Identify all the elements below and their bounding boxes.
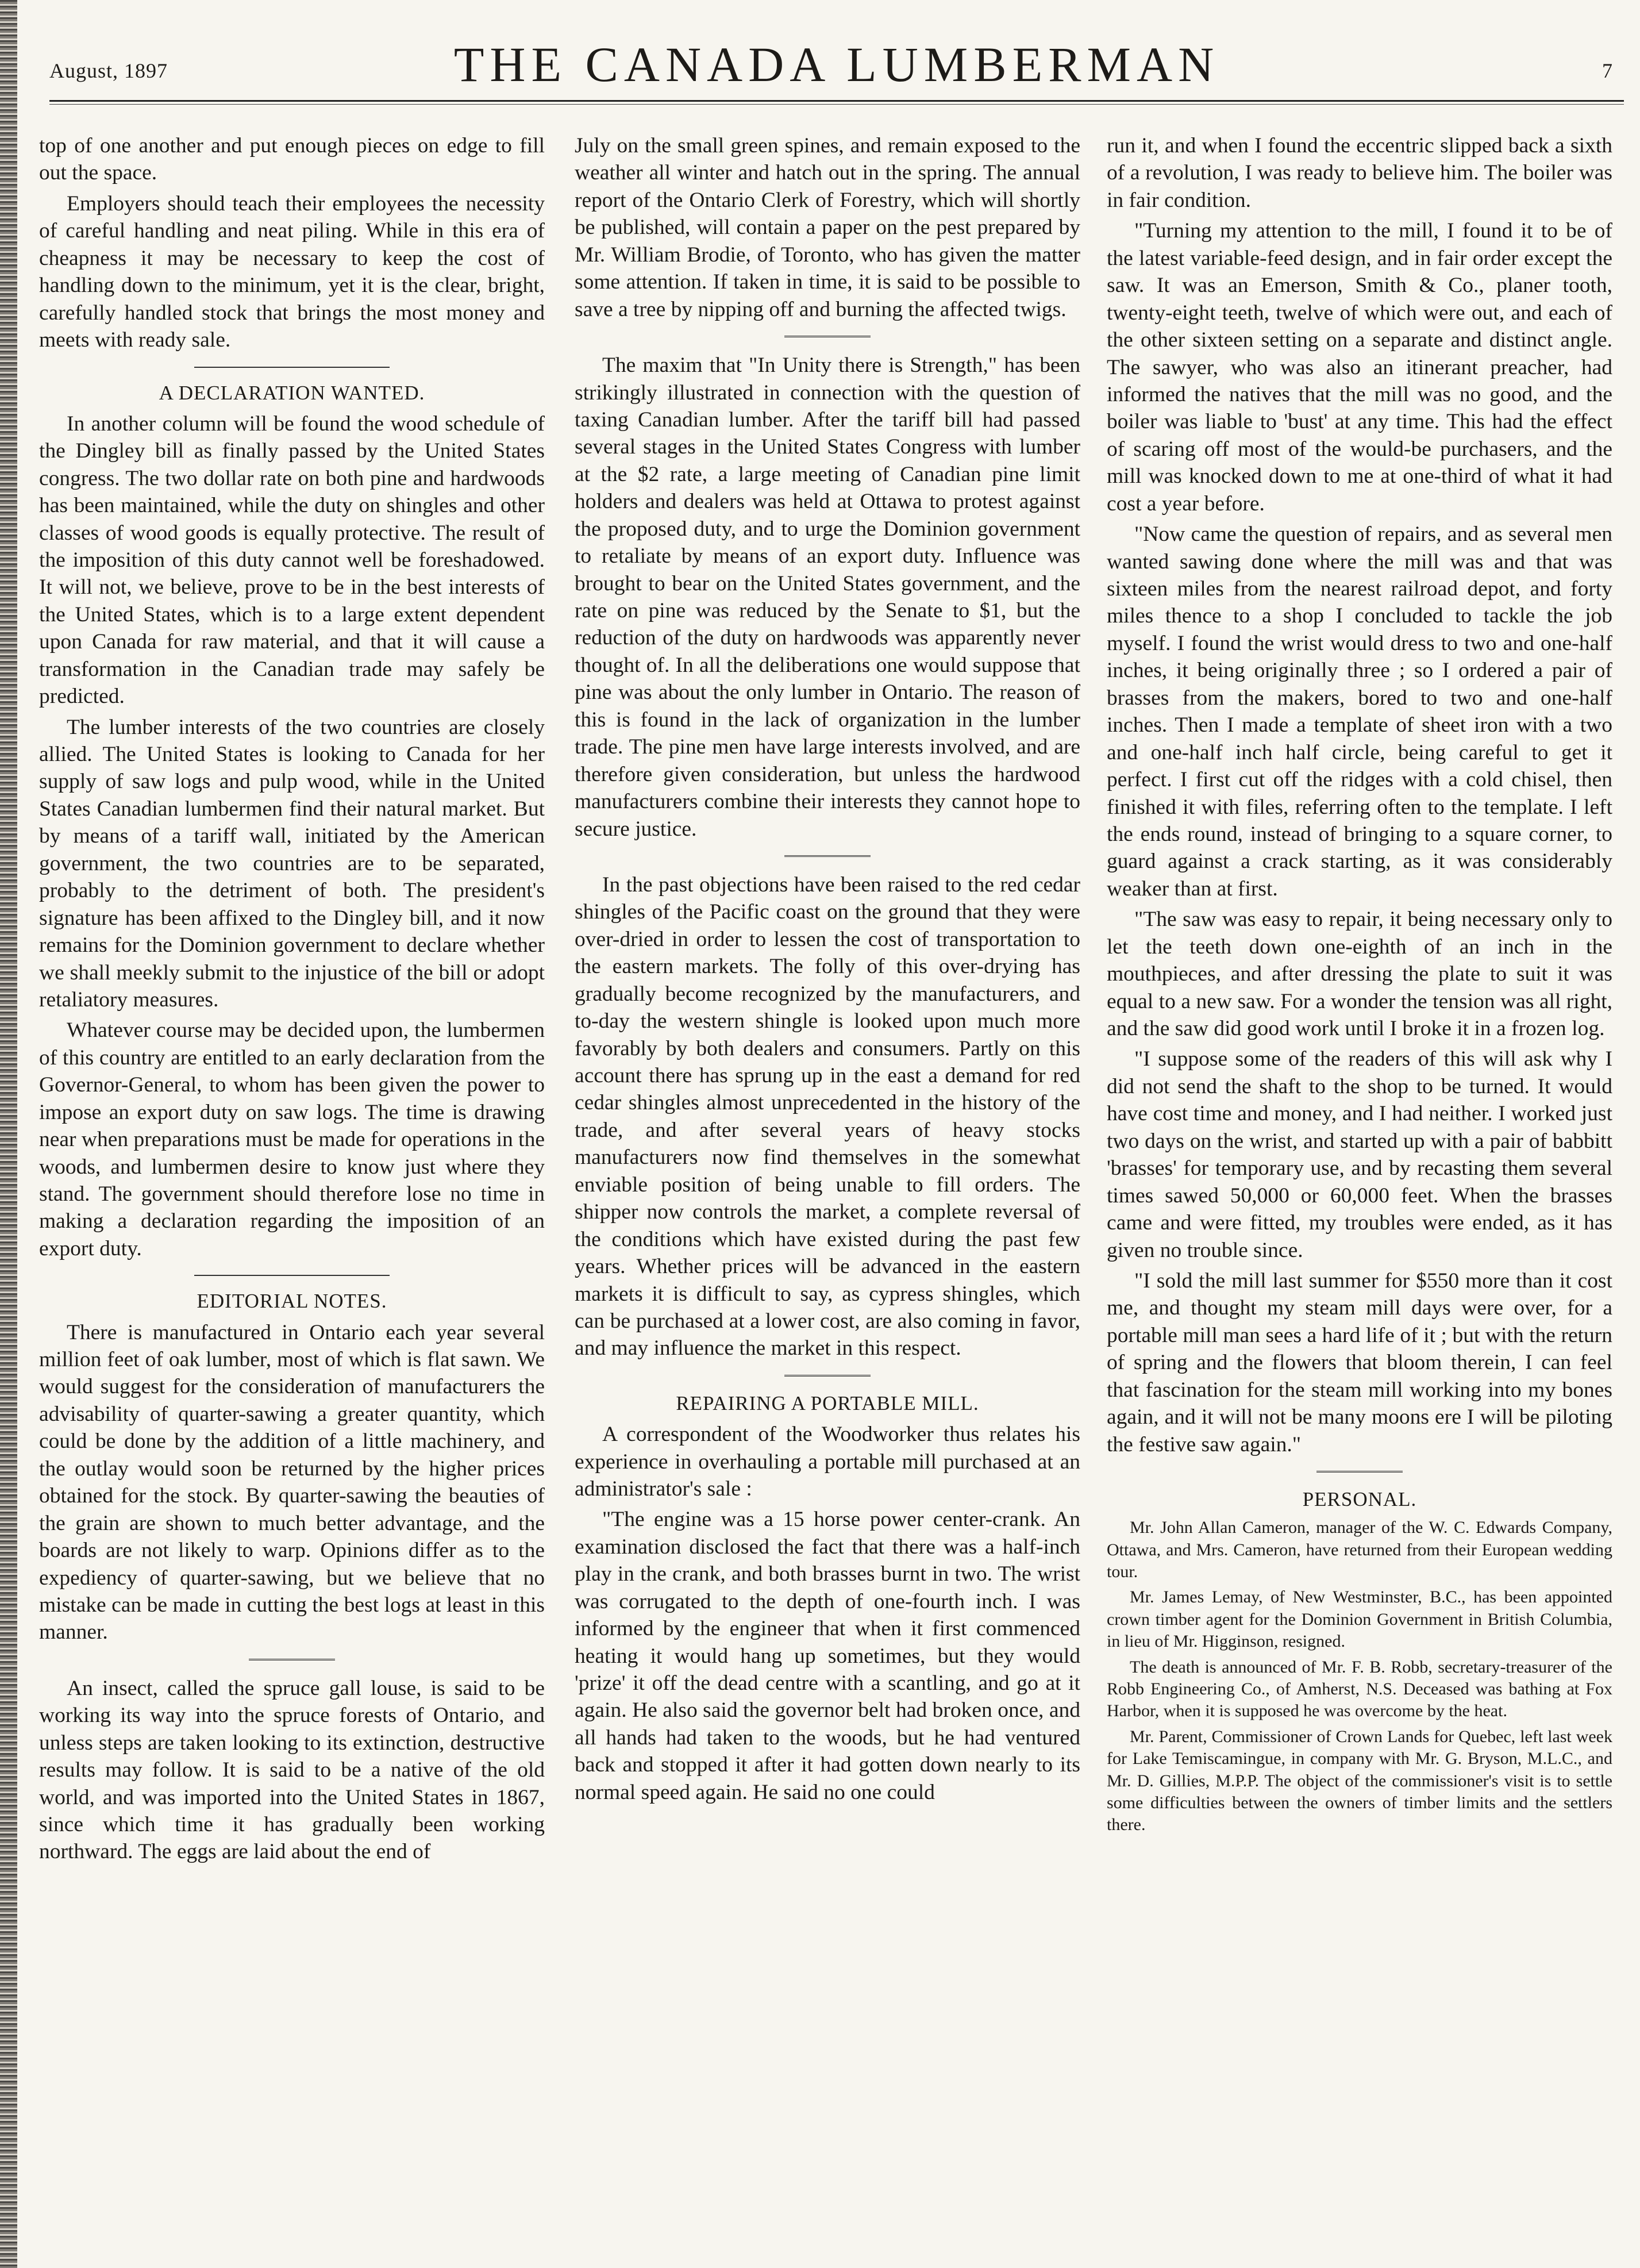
divider bbox=[194, 1275, 390, 1276]
column-3 bbox=[1107, 132, 1612, 1840]
paragraph: Whatever course may be decided upon, the lumbermen of this country are entitled to an early declaration from the Governor-General, to whom has been given the power to impose an export duty on saw logs. The time is drawing near when preparations must be made for operations in the woods, and lumbermen desire to know just where they stand. The government should therefore lose no time in making a declaration regarding the imposition of an export duty. bbox=[39, 1018, 545, 1260]
column-2 bbox=[575, 132, 1080, 1809]
personal-notes bbox=[1107, 1517, 1612, 1836]
paragraph: Employers should teach their employees the necessity of careful handling and neat piling. While in this era of cheapness it may be necessary to keep the cost of handling down to the minimum, yet it is the clear, bright, carefully handled stock that brings the most money and meets with ready sale. bbox=[39, 191, 545, 352]
issue-date: August, 1897 bbox=[49, 59, 168, 82]
paragraph: July on the small green spines, and remain exposed to the weather all winter and hatch out in the spring. The annual report of the Ontario Clerk of Forestry, which will shortly be published, will contain a paper on the pest prepared by Mr. William Brodie, of Toronto, who has given the matter some attention. If taken in time, it is said to be possible to save a tree by nipping off and burning the affected twigs. bbox=[575, 134, 1080, 321]
article-heading: REPAIRING A PORTABLE MILL. bbox=[676, 1391, 979, 1414]
column-1 bbox=[39, 132, 545, 1869]
page-edge-scan bbox=[0, 0, 17, 2268]
paragraph: "The engine was a 15 horse power center-crank. An examination disclosed the fact that there was a half-inch play in the crank, and both brasses burnt in two. The wrist was corrugated to the depth of one-fourth inch. I was informed by the engineer that when it first commenced heating it would hang up sometimes, but they would 'prize' it off the dead centre with a scantling, and go at it again. He also said the governor belt had broken once, and all hands had taken to the woods, but he had ventured back and stopped it after it had gotten down nearly to its normal speed again. He said no one could bbox=[575, 1508, 1080, 1804]
paragraph: "The saw was easy to repair, it being necessary only to let the teeth down one-eighth of an inch in the mouthpieces, and after dressing the plate to suit it was equal to a new saw. For a wonder the tension was all right, and the saw did good work until I broke it in a frozen log. bbox=[1107, 908, 1612, 1040]
article-heading: EDITORIAL NOTES. bbox=[197, 1290, 387, 1313]
divider bbox=[1316, 1471, 1403, 1474]
divider bbox=[784, 855, 871, 859]
paragraph: run it, and when I found the eccentric slipped back a sixth of a revolution, I was ready to believe him. The boiler was in fair condition. bbox=[1107, 134, 1612, 212]
paragraph: An insect, called the spruce gall louse, is said to be working its way into the spruce forests of Ontario, and unless steps are taken looking to its extinction, destructive results may follow. It is said to be a native of the old world, and was imported into the United States in 1867, since which time it has gradually been working northward. The eggs are laid about the end of bbox=[39, 1676, 545, 1864]
paragraph: There is manufactured in Ontario each year several million feet of oak lumber, most of which is flat sawn. We would suggest for the consideration of manufacturers the advisability of quarter-sawing a greater quantity, which could be done by the addition of a little machinery, and the outlay would soon be returned by the higher prices obtained for the stock. By quarter-sawing the beauties of the grain are shown to much better advantage, and the boards are not likely to warp. Opinions differ as to the expediency of quarter-sawing, but we believe that no mistake can be made in cutting the best logs at least in this manner. bbox=[39, 1320, 545, 1644]
paragraph: In another column will be found the wood schedule of the Dingley bill as finally passed by the United States congress. The two dollar rate on both pine and hardwoods has been maintained, while the duty on shingles and other classes of wood goods is equally protective. The result of the imposition of this duty cannot well be foreshadowed. It will not, we believe, prove to be in the best interests of the United States, which is to a large extent dependent upon Canada for raw material, and that it will cause a transformation in the Canadian trade may safely be predicted. bbox=[39, 412, 545, 709]
paragraph: "Turning my attention to the mill, I found it to be of the latest variable-feed design, and in fair order except the saw. It was an Emerson, Smith & Co., planer tooth, twenty-eight teeth, twelve of which were out, and each of the other sixteen setting on a separate and distinct angle. The sawyer, who was also an itinerant preacher, had informed the natives that the mill was no good, and the boiler was liable to 'bust' at any time. This had the effect of scaring off most of the would-be purchasers, and the mill was knocked down to me at one-third of what it had cost a year before. bbox=[1107, 219, 1612, 516]
paragraph: A correspondent of the Woodworker thus relates his experience in overhauling a portable mill purchased at an administrator's sale : bbox=[575, 1423, 1080, 1501]
personal-item: Mr. Parent, Commissioner of Crown Lands for Quebec, left last week for Lake Temiscamingue, in company with Mr. G. Bryson, M.L.C., and Mr. D. Gillies, M.P.P. The object of the commissioner's visit is to settle some difficulties between the owners of timber limits and the settlers there. bbox=[1107, 1727, 1612, 1835]
personal-item: Mr. John Allan Cameron, manager of the W. C. Edwards Company, Ottawa, and Mrs. Cameron, have returned from their European wedding tour. bbox=[1107, 1518, 1612, 1582]
article-heading: A DECLARATION WANTED. bbox=[159, 381, 425, 404]
paragraph: The maxim that "In Unity there is Strength," has been strikingly illustrated in connection with the question of taxing Canadian lumber. After the tariff bill had passed several stages in the United States Congress with lumber at the $2 rate, a large meeting of Canadian pine limit holders and dealers was held at Ottawa to protest against the proposed duty, and to urge the Dominion government to retaliate by means of an export duty. Influence was brought to bear on the United States government, and the rate on pine was reduced by the Senate to $1, but the reduction of the duty on hardwoods was apparently never thought of. In all the deliberations one would suppose that pine was about the only lumber in Ontario. The reason of this is found in the lack of organization in the lumber trade. The pine men have large interests involved, and are therefore given consideration, but unless the hardwood manufacturers combine their interests they cannot hope to secure justice. bbox=[575, 353, 1080, 841]
divider bbox=[194, 367, 390, 368]
paragraph: In the past objections have been raised to the red cedar shingles of the Pacific coast on the ground that they were over-dried in order to lessen the cost of transportation to the eastern markets. The folly of this over-drying has gradually become recognized by the manufacturers, and to-day the western shingle is looked upon much more favorably by both dealers and consumers. Partly on this account there has sprung up in the east a demand for red cedar shingles almost unprecedented in the history of the trade, and after several years of heavy stocks manufacturers now find themselves in the somewhat enviable position of being unable to fill orders. The shipper now controls the market, a complete reversal of the conditions which have existed during the past few years. Whether prices will be advanced in the eastern markets it is difficult to say, as cypress shingles, which can be purchased at a lower cost, are also coming in favor, and may influence the market in this respect. bbox=[575, 872, 1080, 1360]
header-rule bbox=[49, 100, 1624, 105]
paragraph: The lumber interests of the two countries are closely allied. The United States is looking to Canada for her supply of saw logs and pulp wood, while in the United States Canadian lumbermen find their natural market. But by means of a tariff wall, initiated by the American government, the two countries are to be separated, probably to the detriment of both. The president's signature has been affixed to the Dingley bill, and it now remains for the Dominion government to declare whether we shall meekly submit to the injustice of the bill or adopt retaliatory measures. bbox=[39, 715, 545, 1012]
paragraph: top of one another and put enough pieces on edge to fill out the space. bbox=[39, 134, 545, 185]
paragraph: "I sold the mill last summer for $550 more than it cost me, and thought my steam mill days were over, for a portable mill man sees a hard life of it ; but with the return of spring and the flowers that bloom therein, I can feel that fascination for the steam mill working into my bones again, and it will not be many moons ere I will be piloting the festive saw again." bbox=[1107, 1268, 1612, 1456]
divider bbox=[784, 1375, 871, 1378]
page-number: 7 bbox=[1602, 59, 1612, 82]
masthead-title: THE CANADA LUMBERMAN bbox=[453, 37, 1220, 92]
paragraph: "I suppose some of the readers of this will ask why I did not send the shaft to the shop to be turned. It would have cost time and money, and I had neither. I worked just two days on the wrist, and started up with a pair of babbitt 'brasses' for temporary use, and by recasting them several times sawed 50,000 or 60,000 feet. When the brasses came and were fitted, my troubles were ended, as it has given no trouble since. bbox=[1107, 1047, 1612, 1262]
paragraph: "Now came the question of repairs, and as several men wanted sawing done where the mill was and that was sixteen miles from the nearest railroad depot, and forty miles thence to a shop I concluded to tackle the job myself. I found the wrist would dress to two and one-half inches, it being originally three ; so I ordered a pair of brasses from the makers, bored to two and one-half inches. Then I made a template of sheet iron with a two and one-half inch half circle, being careful to get it perfect. I first cut off the ridges with a cold chisel, then finished it with files, referring often to the template. I left the ends round, instead of bringing to a square corner, to guard against a crack starting, as it was considerably weaker than at first. bbox=[1107, 522, 1612, 901]
page-header bbox=[49, 36, 1624, 105]
personal-item: The death is announced of Mr. F. B. Robb, secretary-treasurer of the Robb Engineering Co., of Amherst, N.S. Deceased was bathing at Fox Harbor, when it is supposed he was overcome by the heat. bbox=[1107, 1657, 1612, 1721]
divider bbox=[784, 336, 871, 339]
article-heading: PERSONAL. bbox=[1302, 1488, 1417, 1510]
divider bbox=[249, 1659, 335, 1662]
personal-item: Mr. James Lemay, of New Westminster, B.C., has been appointed crown timber agent for the Dominion Government in British Columbia, in lieu of Mr. Higginson, resigned. bbox=[1107, 1587, 1612, 1651]
